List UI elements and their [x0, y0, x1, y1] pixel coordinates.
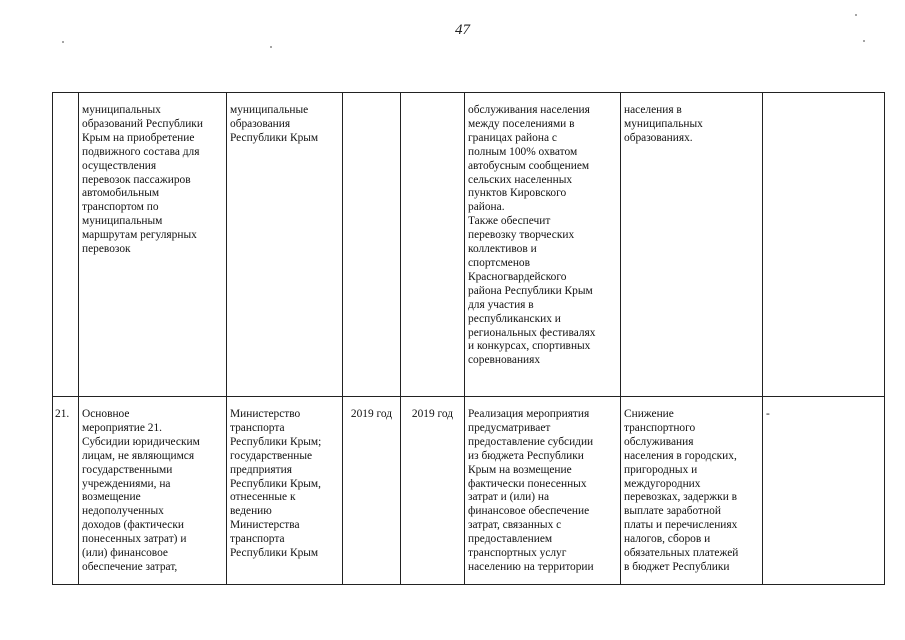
page-number: 47: [455, 22, 470, 38]
row-number-cell: [53, 93, 79, 397]
table-row: [53, 397, 885, 585]
end-year-cell: 2019 год: [401, 397, 465, 585]
scan-speck: [270, 46, 272, 48]
scan-speck: [855, 14, 857, 16]
start-year-cell: 2019 год: [343, 397, 401, 585]
executor-cell: Министерство транспорта Республики Крым; государственные предприятия Республики Крым, отнесенные к ведению Министерства транспорта Республики Крым: [227, 397, 343, 585]
measure-cell: муниципальных образований Республики Крым на приобретение подвижного состава для осуществления перевозок пассажиров автомобильным транспортом по муниципальным маршрутам регулярных перевозок: [79, 93, 227, 397]
expected-result-cell: обслуживания населения между поселениями в границах района с полным 100% охватом автобусным сообщением сельских населенных пунктов Кировского района. Также обеспечит перевозку творческих коллективов и спортсменов Красногвардейского района Республики Крым для участия в республиканских и региональных фестивалях и конкурсах, спортивных соревнованиях: [465, 93, 621, 397]
measures-table: [52, 92, 885, 585]
scan-speck: [863, 40, 865, 42]
row-number-cell: 21.: [53, 397, 79, 585]
link-cell: [763, 93, 885, 397]
measure-cell: Основное мероприятие 21. Субсидии юридическим лицам, не являющимся государственными учреждениями, на возмещение недополученных доходов (фактически понесенных затрат) и (или) финансовое обеспечение затрат,: [79, 397, 227, 585]
link-cell: -: [763, 397, 885, 585]
executor-cell: муниципальные образования Республики Крым: [227, 93, 343, 397]
expected-result-cell: Реализация мероприятия предусматривает предоставление субсидии из бюджета Республики Крым на возмещение фактически понесенных затрат и (или) на финансовое обеспечение затрат, связанных с предоставлением транспортных услуг населению на территории: [465, 397, 621, 585]
consequences-cell: Снижение транспортного обслуживания населения в городских, пригородных и междугородних перевозках, задержки в выплате заработной платы и перечислениях налогов, сборов и обязательных платежей в бюджет Республики: [621, 397, 763, 585]
table-row: [53, 93, 885, 397]
start-year-cell: [343, 93, 401, 397]
end-year-cell: [401, 93, 465, 397]
scan-speck: [62, 41, 64, 43]
consequences-cell: населения в муниципальных образованиях.: [621, 93, 763, 397]
